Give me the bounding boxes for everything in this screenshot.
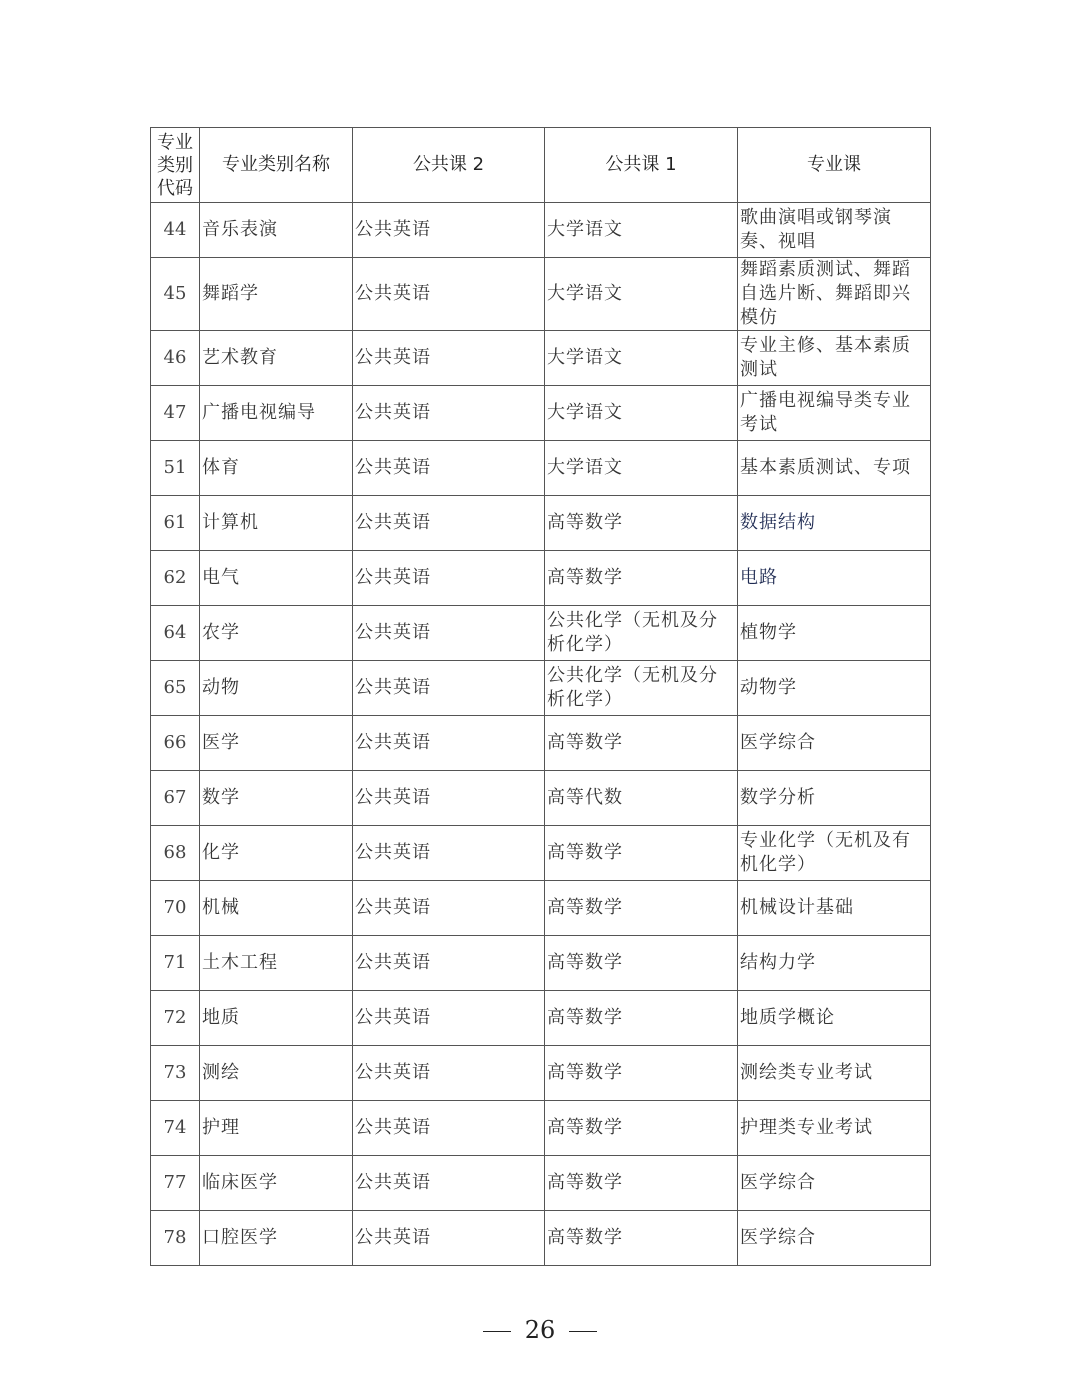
cell-code: 64 (151, 606, 200, 661)
table-row (151, 1211, 931, 1266)
cell-public2: 公共英语 (353, 496, 545, 551)
cell-public1: 公共化学（无机及分析化学） (545, 661, 738, 716)
cell-public1: 高等数学 (545, 826, 738, 881)
cell-code: 77 (151, 1156, 200, 1211)
table-row (151, 331, 931, 386)
cell-major: 数据结构 (738, 496, 931, 551)
cell-major: 地质学概论 (738, 991, 931, 1046)
cell-public1: 高等数学 (545, 1211, 738, 1266)
cell-code: 71 (151, 936, 200, 991)
cell-major: 测绘类专业考试 (738, 1046, 931, 1101)
cell-major: 专业主修、基本素质测试 (738, 331, 931, 386)
cell-code: 51 (151, 441, 200, 496)
cell-major: 机械设计基础 (738, 881, 931, 936)
table-row (151, 1101, 931, 1156)
cell-public2: 公共英语 (353, 606, 545, 661)
table-row (151, 1156, 931, 1211)
table-row (151, 826, 931, 881)
cell-public2: 公共英语 (353, 551, 545, 606)
cell-public1: 高等数学 (545, 1156, 738, 1211)
cell-public1: 高等数学 (545, 1046, 738, 1101)
table-row (151, 771, 931, 826)
exam-subjects-table (150, 127, 931, 1266)
cell-major: 医学综合 (738, 1156, 931, 1211)
cell-major: 数学分析 (738, 771, 931, 826)
cell-code: 45 (151, 258, 200, 331)
cell-name: 动物 (200, 661, 353, 716)
cell-code: 70 (151, 881, 200, 936)
table-row (151, 716, 931, 771)
cell-public2: 公共英语 (353, 1101, 545, 1156)
cell-name: 地质 (200, 991, 353, 1046)
cell-name: 音乐表演 (200, 203, 353, 258)
table-row (151, 496, 931, 551)
cell-name: 广播电视编导 (200, 386, 353, 441)
cell-code: 47 (151, 386, 200, 441)
header-code (151, 128, 200, 203)
cell-public1: 大学语文 (545, 258, 738, 331)
header-name: 专业类别名称 (200, 128, 353, 203)
cell-major: 电路 (738, 551, 931, 606)
header-row (151, 128, 931, 203)
cell-major: 舞蹈素质测试、舞蹈自选片断、舞蹈即兴模仿 (738, 258, 931, 331)
cell-name: 计算机 (200, 496, 353, 551)
cell-name: 化学 (200, 826, 353, 881)
cell-public2: 公共英语 (353, 661, 545, 716)
cell-code: 78 (151, 1211, 200, 1266)
cell-public1: 高等数学 (545, 496, 738, 551)
cell-public2: 公共英语 (353, 936, 545, 991)
footer-dash-left (483, 1331, 511, 1332)
cell-public1: 公共化学（无机及分析化学） (545, 606, 738, 661)
cell-name: 艺术教育 (200, 331, 353, 386)
table-row (151, 258, 931, 331)
cell-major: 专业化学（无机及有机化学） (738, 826, 931, 881)
table-row (151, 441, 931, 496)
cell-public1: 高等数学 (545, 551, 738, 606)
cell-name: 体育 (200, 441, 353, 496)
table-row (151, 606, 931, 661)
table-header (151, 128, 931, 203)
cell-major: 广播电视编导类专业考试 (738, 386, 931, 441)
cell-public2: 公共英语 (353, 881, 545, 936)
cell-public2: 公共英语 (353, 826, 545, 881)
cell-public1: 高等数学 (545, 716, 738, 771)
cell-code: 44 (151, 203, 200, 258)
table-row (151, 661, 931, 716)
cell-name: 口腔医学 (200, 1211, 353, 1266)
cell-code: 68 (151, 826, 200, 881)
cell-major: 护理类专业考试 (738, 1101, 931, 1156)
cell-code: 46 (151, 331, 200, 386)
cell-major: 歌曲演唱或钢琴演奏、视唱 (738, 203, 931, 258)
header-public2: 公共课 2 (353, 128, 545, 203)
cell-public2: 公共英语 (353, 203, 545, 258)
cell-major: 医学综合 (738, 716, 931, 771)
table-row (151, 203, 931, 258)
cell-public1: 高等数学 (545, 881, 738, 936)
footer-dash-right (569, 1331, 597, 1332)
table-row (151, 936, 931, 991)
header-code-line: 专业 (157, 131, 193, 153)
page-footer (0, 1316, 1080, 1344)
cell-major: 动物学 (738, 661, 931, 716)
cell-name: 土木工程 (200, 936, 353, 991)
header-code-line: 类别 (157, 154, 193, 176)
cell-public1: 大学语文 (545, 331, 738, 386)
cell-name: 护理 (200, 1101, 353, 1156)
cell-public1: 高等数学 (545, 936, 738, 991)
cell-name: 医学 (200, 716, 353, 771)
cell-major: 基本素质测试、专项 (738, 441, 931, 496)
table-row (151, 386, 931, 441)
header-public1: 公共课 1 (545, 128, 738, 203)
page-number: 26 (524, 1316, 556, 1344)
cell-code: 72 (151, 991, 200, 1046)
cell-public1: 大学语文 (545, 386, 738, 441)
cell-code: 67 (151, 771, 200, 826)
cell-public2: 公共英语 (353, 441, 545, 496)
cell-name: 机械 (200, 881, 353, 936)
cell-major: 医学综合 (738, 1211, 931, 1266)
cell-public1: 高等数学 (545, 1101, 738, 1156)
cell-name: 数学 (200, 771, 353, 826)
cell-code: 62 (151, 551, 200, 606)
cell-major: 植物学 (738, 606, 931, 661)
cell-public2: 公共英语 (353, 771, 545, 826)
cell-public2: 公共英语 (353, 1046, 545, 1101)
cell-public2: 公共英语 (353, 331, 545, 386)
header-code-line: 代码 (157, 177, 193, 199)
cell-public1: 大学语文 (545, 203, 738, 258)
cell-public2: 公共英语 (353, 258, 545, 331)
cell-code: 73 (151, 1046, 200, 1101)
cell-public2: 公共英语 (353, 1211, 545, 1266)
cell-public2: 公共英语 (353, 386, 545, 441)
cell-name: 测绘 (200, 1046, 353, 1101)
cell-code: 61 (151, 496, 200, 551)
cell-public2: 公共英语 (353, 716, 545, 771)
cell-public1: 高等数学 (545, 991, 738, 1046)
cell-public2: 公共英语 (353, 1156, 545, 1211)
cell-major: 结构力学 (738, 936, 931, 991)
table-row (151, 551, 931, 606)
table-row (151, 991, 931, 1046)
table-body (151, 203, 931, 1266)
cell-code: 65 (151, 661, 200, 716)
cell-code: 66 (151, 716, 200, 771)
header-major: 专业课 (738, 128, 931, 203)
cell-code: 74 (151, 1101, 200, 1156)
cell-public1: 高等代数 (545, 771, 738, 826)
table-row (151, 1046, 931, 1101)
table-row (151, 881, 931, 936)
cell-name: 舞蹈学 (200, 258, 353, 331)
cell-public2: 公共英语 (353, 991, 545, 1046)
cell-name: 临床医学 (200, 1156, 353, 1211)
exam-subjects-table-container (150, 127, 930, 1266)
cell-name: 电气 (200, 551, 353, 606)
cell-name: 农学 (200, 606, 353, 661)
cell-public1: 大学语文 (545, 441, 738, 496)
